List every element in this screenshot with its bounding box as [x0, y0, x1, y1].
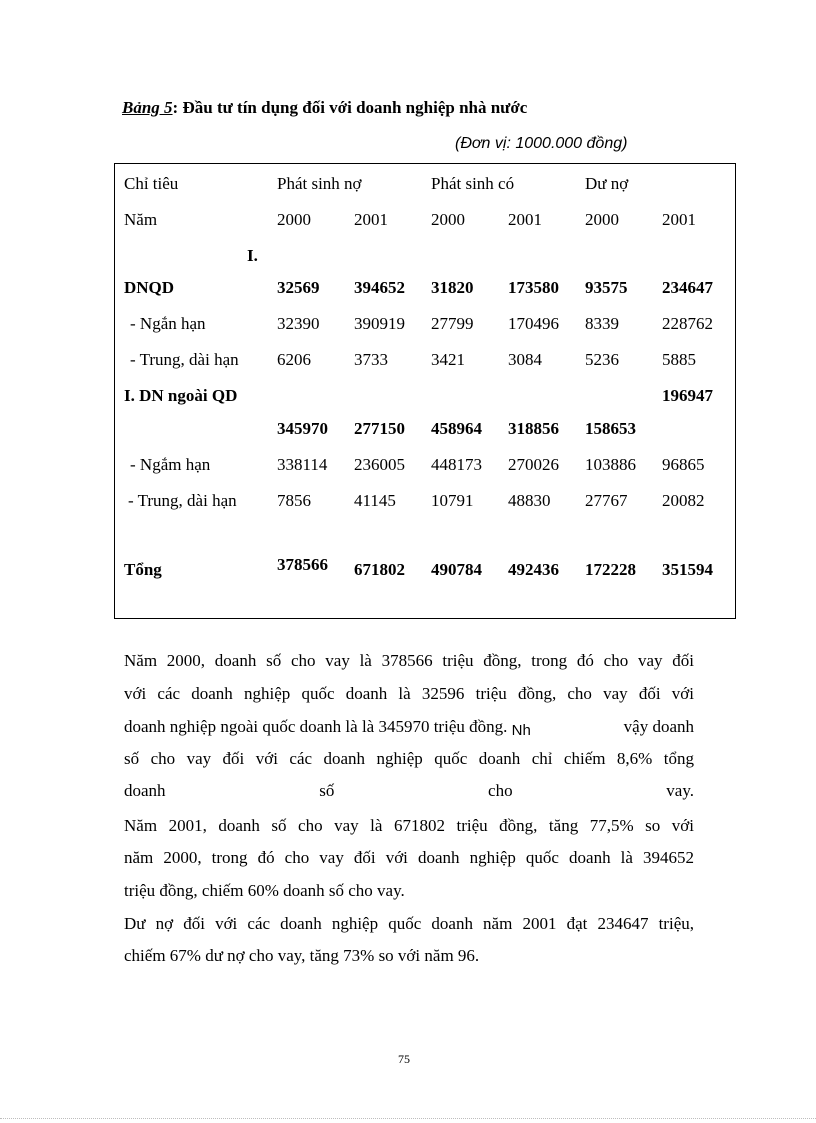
table-title-text: : Đầu tư tín dụng đối với doanh nghiệp nhà nước — [172, 98, 528, 117]
paragraph-line — [124, 717, 694, 737]
table-cell: 3421 — [431, 350, 465, 369]
year-cell: 2001 — [354, 210, 388, 229]
table-cell: 196947 — [662, 386, 713, 405]
header-nam: Năm — [124, 210, 158, 229]
header-du-no: Dư nợ — [585, 174, 629, 193]
row-label: - Trung, dài hạn — [128, 491, 237, 510]
paragraph-line: với các doanh nghiệp quốc doanh là 32596 triệu đồng, cho vay đối với — [124, 684, 694, 703]
section-dn-ngoai-qd-label: I. DN ngoài QD — [124, 386, 238, 405]
header-phat-sinh-no: Phát sinh nợ — [277, 174, 362, 193]
table-cell: 5236 — [585, 350, 619, 369]
section-dnqd-label: DNQD — [124, 278, 175, 297]
total-cell: 492436 — [508, 560, 559, 579]
table-cell: 96865 — [662, 455, 705, 474]
table-cell: 27767 — [585, 491, 628, 510]
paragraph-text-fragment: Nh — [511, 722, 531, 739]
page-bottom-divider — [0, 1118, 816, 1119]
table-cell: 234647 — [662, 278, 713, 297]
paragraph-text: vậy doanh — [623, 717, 694, 736]
year-cell: 2000 — [431, 210, 465, 229]
table-cell: 3084 — [508, 350, 542, 369]
header-phat-sinh-co: Phát sinh có — [431, 174, 515, 193]
table-cell: 170496 — [508, 314, 559, 333]
total-label: Tổng — [124, 560, 162, 579]
year-cell: 2001 — [662, 210, 696, 229]
table-cell: 270026 — [508, 455, 559, 474]
table-cell: 345970 — [277, 419, 328, 438]
page-number: 75 — [398, 1052, 410, 1066]
paragraph-text: doanh nghiệp ngoài quốc doanh là là 345970 triệu đồng. — [124, 717, 508, 736]
investment-table — [114, 163, 736, 619]
paragraph-line: doanh số cho vay. — [124, 781, 694, 800]
paragraph-line: Dư nợ đối với các doanh nghiệp quốc doanh năm 2001 đạt 234647 triệu, — [124, 914, 694, 933]
table-cell: 10791 — [431, 491, 474, 510]
table-cell: 277150 — [354, 419, 405, 438]
table-cell: 27799 — [431, 314, 474, 333]
section-number: I. — [247, 246, 258, 265]
table-cell: 228762 — [662, 314, 713, 333]
table-cell: 236005 — [354, 455, 405, 474]
table-cell: 31820 — [431, 278, 474, 297]
paragraph-line: Năm 2001, doanh số cho vay là 671802 triệu đồng, tăng 77,5% so với — [124, 816, 694, 835]
table-cell: 448173 — [431, 455, 482, 474]
paragraph-line: năm 2000, trong đó cho vay đối với doanh nghiệp quốc doanh là 394652 — [124, 848, 694, 867]
paragraph-line: Năm 2000, doanh số cho vay là 378566 triệu đồng, trong đó cho vay đối — [124, 651, 694, 670]
total-cell: 490784 — [431, 560, 482, 579]
table-cell: 48830 — [508, 491, 551, 510]
paragraph-line: triệu đồng, chiếm 60% doanh số cho vay. — [124, 881, 405, 900]
row-label: - Ngắm hạn — [130, 455, 211, 474]
table-cell: 93575 — [585, 278, 628, 297]
paragraph-line: chiếm 67% dư nợ cho vay, tăng 73% so với năm 96. — [124, 946, 480, 965]
table-cell: 318856 — [508, 419, 559, 438]
table-title-label: Bảng 5 — [122, 98, 173, 117]
table-cell: 458964 — [431, 419, 482, 438]
row-label: - Ngắn hạn — [130, 314, 206, 333]
table-title — [122, 98, 527, 118]
table-cell: 41145 — [354, 491, 396, 510]
table-cell: 158653 — [585, 419, 636, 438]
total-cell: 351594 — [662, 560, 713, 579]
total-cell: 671802 — [354, 560, 405, 579]
table-cell: 173580 — [508, 278, 559, 297]
table-cell: 7856 — [277, 491, 311, 510]
table-cell: 390919 — [354, 314, 405, 333]
row-label: - Trung, dài hạn — [130, 350, 239, 369]
table-cell: 338114 — [277, 455, 328, 474]
total-cell: 378566 — [277, 555, 328, 574]
year-cell: 2000 — [277, 210, 311, 229]
year-cell: 2000 — [585, 210, 619, 229]
table-cell: 20082 — [662, 491, 705, 510]
table-cell: 32569 — [277, 278, 320, 297]
header-chi-tieu: Chỉ tiêu — [124, 174, 179, 193]
paragraph-line: số cho vay đối với các doanh nghiệp quốc doanh chỉ chiếm 8,6% tổng — [124, 749, 694, 768]
table-cell: 32390 — [277, 314, 320, 333]
table-cell: 5885 — [662, 350, 696, 369]
table-cell: 8339 — [585, 314, 619, 333]
table-cell: 394652 — [354, 278, 405, 297]
table-cell: 6206 — [277, 350, 311, 369]
year-cell: 2001 — [508, 210, 542, 229]
unit-note: (Đơn vị: 1000.000 đồng) — [455, 135, 628, 152]
table-cell: 103886 — [585, 455, 636, 474]
table-cell: 3733 — [354, 350, 388, 369]
total-cell: 172228 — [585, 560, 636, 579]
